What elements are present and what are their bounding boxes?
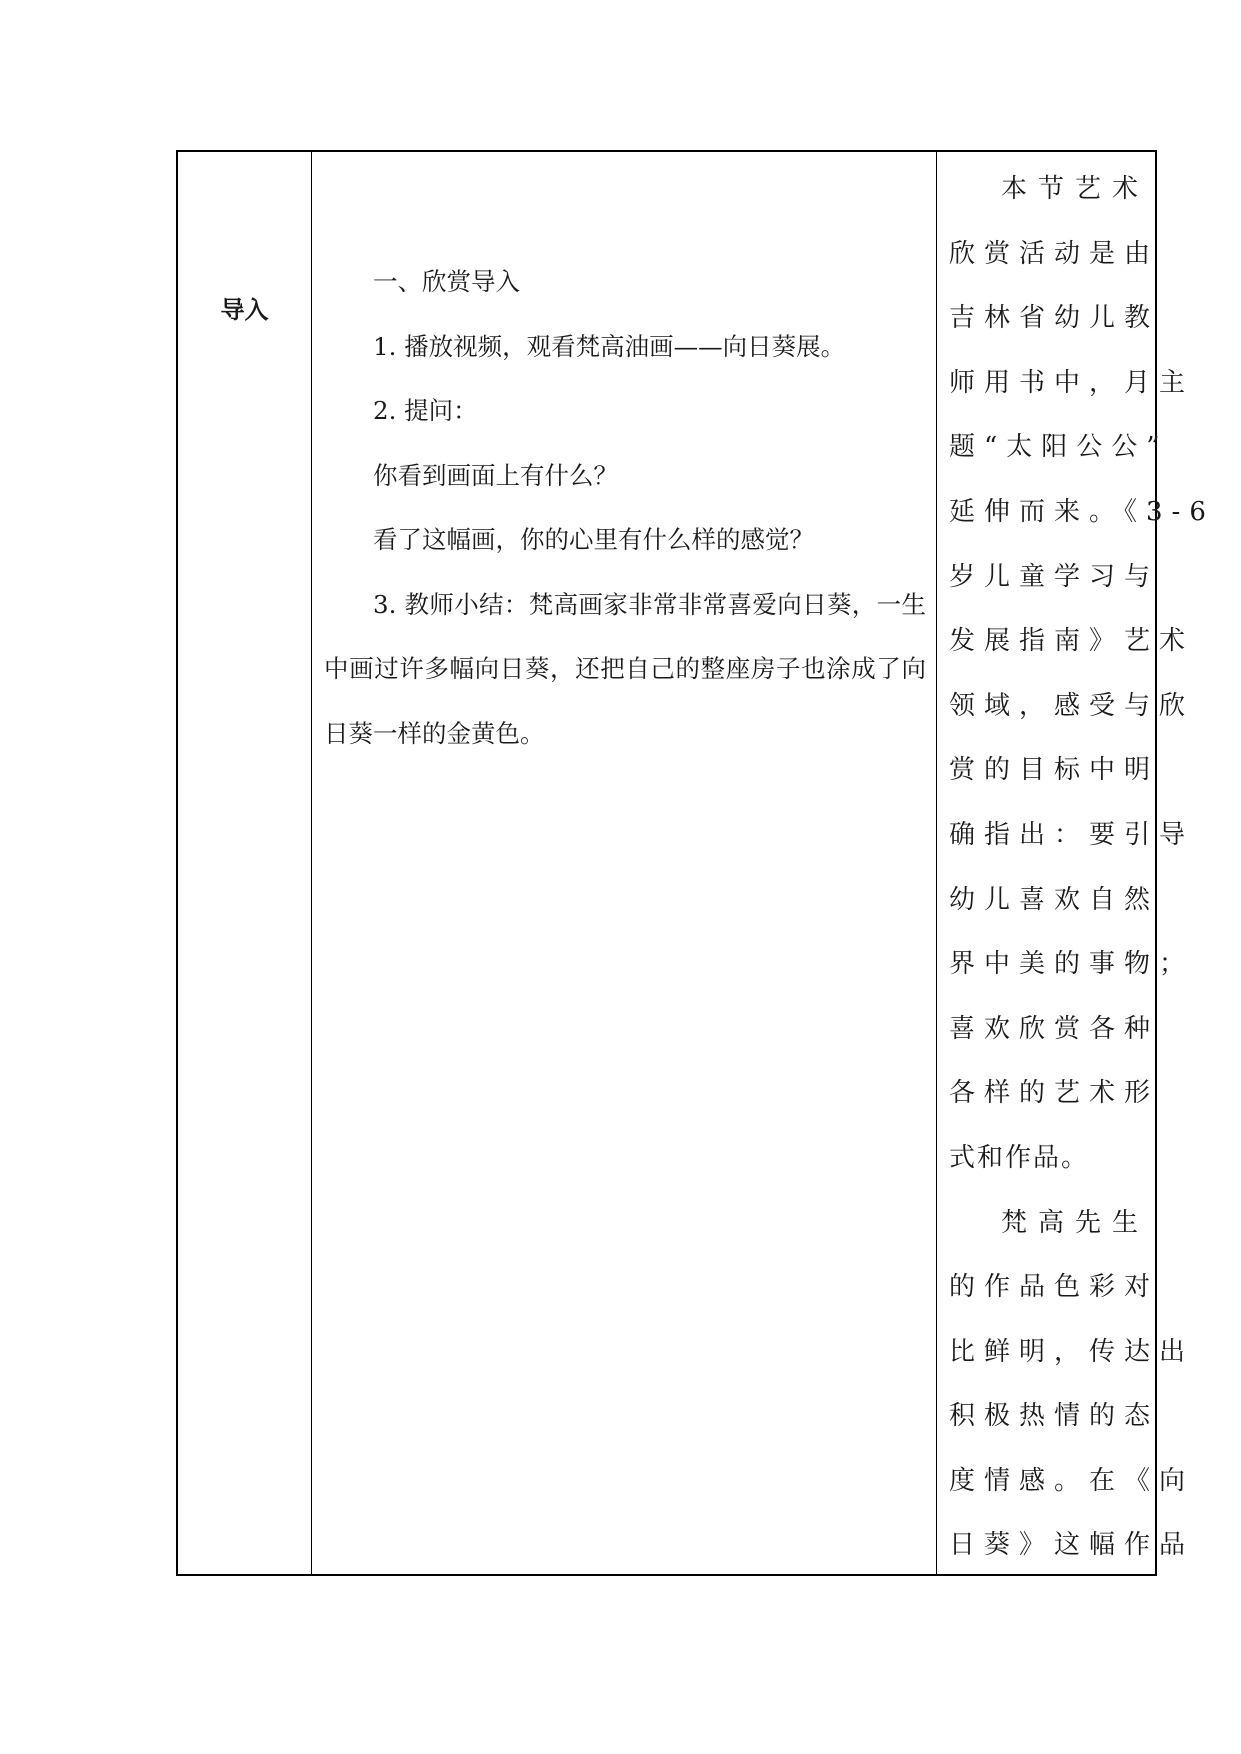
note-line: 梵高先生 [1001,1207,1147,1238]
note-line: 的作品色彩对 [949,1272,1160,1303]
design-notes-cell [937,157,1215,1578]
note-line: 度情感。在《向 [949,1465,1195,1496]
note-line: 式和作品。 [949,1142,1090,1173]
note-line: 喜欢欣赏各种 [949,1013,1160,1044]
note-line: 各样的艺术形 [949,1078,1160,1109]
activity-content-cell [312,250,936,766]
note-line: 界中美的事物； [949,949,1195,980]
note-line: 吉林省幼儿教 [949,303,1160,334]
stage-label: 导入 [220,296,269,324]
content-paragraph: 1. 播放视频，观看梵高油画——向日葵展。 [373,331,846,361]
note-line: 积极热情的态 [949,1401,1160,1432]
note-line: 幼儿喜欢自然 [949,884,1160,915]
note-line: 领域，感受与欣 [949,690,1195,721]
note-line: 师用书中，月主 [949,367,1195,398]
lesson-plan-table [176,150,1215,1576]
note-line: 题“太阳公公” [949,432,1169,463]
note-line: 岁儿童学习与 [949,561,1160,592]
note-line: 确指出：要引导 [949,819,1195,850]
content-paragraph: 看了这幅画，你的心里有什么样的感觉？ [373,525,814,554]
content-paragraph: 2. 提问： [373,396,478,425]
note-line: 日葵》这幅作品 [949,1530,1195,1561]
note-line: 发展指南》艺术 [949,626,1195,657]
note-line: 赏的目标中明 [949,755,1160,786]
note-line: 延伸而来。《3-6 [949,496,1215,527]
content-paragraph: 你看到画面上有什么？ [373,460,618,490]
note-line: 本节艺术 [1001,174,1147,204]
note-line: 比鲜明，传达出 [949,1336,1195,1367]
content-paragraph: 一、欣赏导入 [373,267,520,296]
content-paragraph: 3. 教师小结：梵高画家非常非常喜爱向日葵，一生中画过许多幅向日葵，还把自己的整座房子也涂成了向日葵一样的金黄色。 [324,589,926,748]
note-line: 欣赏活动是由 [949,238,1160,269]
